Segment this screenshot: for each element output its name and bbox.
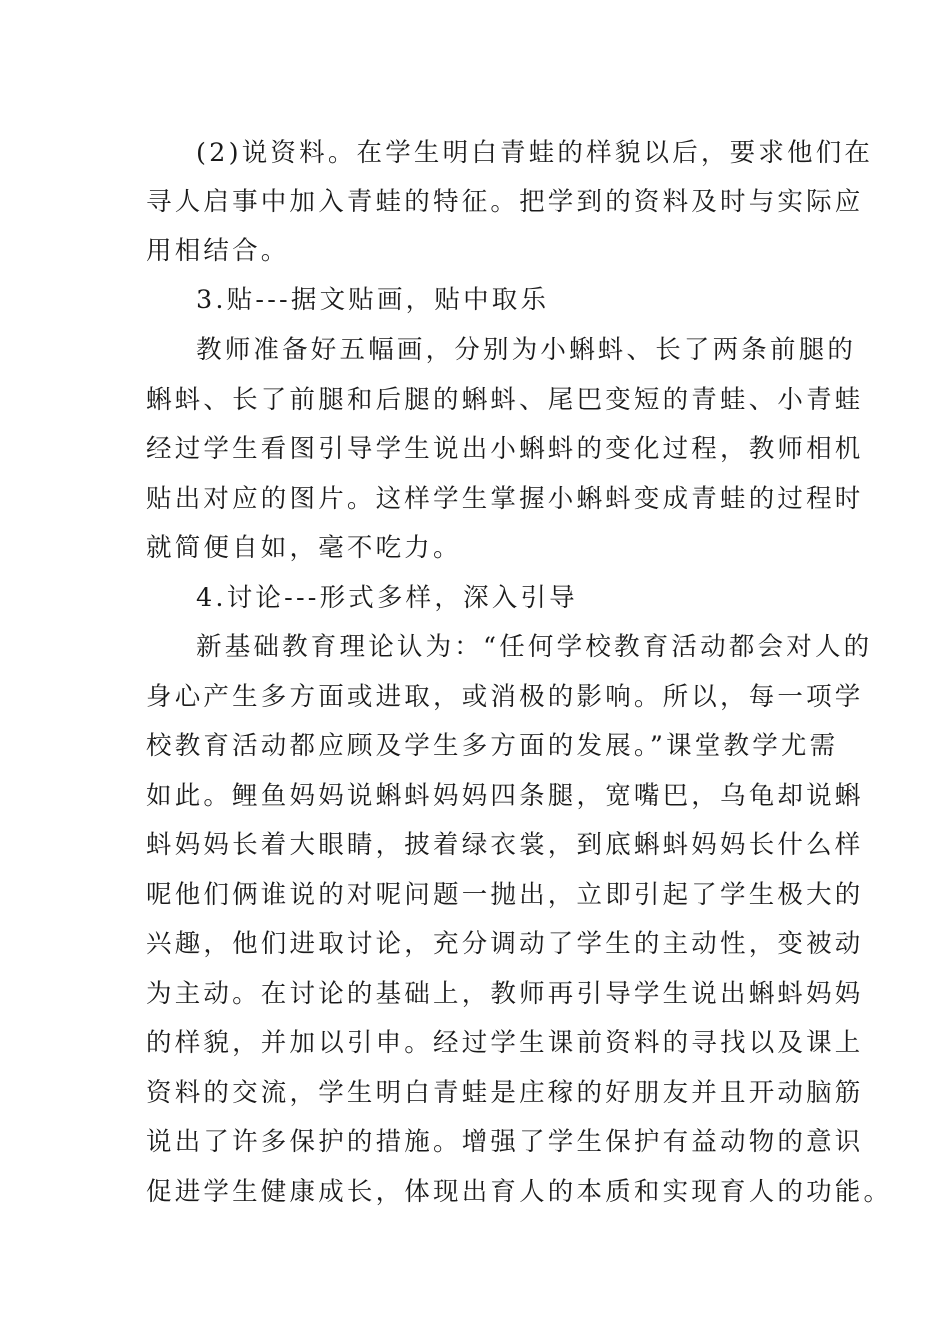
- text-line: 教师准备好五幅画，分别为小蝌蚪、长了两条前腿的: [196, 335, 857, 365]
- text-line: 促进学生健康成长，体现出育人的本质和实现育人的功能。: [146, 1177, 893, 1207]
- text-line: 为主动。在讨论的基础上，教师再引导学生说出蝌蚪妈妈: [146, 979, 864, 1009]
- text-line: 资料的交流，学生明白青蛙是庄稼的好朋友并且开动脑筋: [146, 1078, 864, 1108]
- text-line: 身心产生多方面或进取，或消极的影响。所以，每一项学: [146, 682, 864, 712]
- text-line: 新基础教育理论认为：“任何学校教育活动都会对人的: [196, 632, 873, 662]
- text-line: 说出了许多保护的措施。增强了学生保护有益动物的意识: [146, 1127, 864, 1157]
- section-heading: 4.讨论---形式多样，深入引导: [196, 583, 578, 613]
- text-line: 的样貌，并加以引申。经过学生课前资料的寻找以及课上: [146, 1028, 864, 1058]
- text-line: 如此。鲤鱼妈妈说蝌蚪妈妈四条腿，宽嘴巴，乌龟却说蝌: [146, 781, 864, 811]
- section-heading: 3.贴---据文贴画，贴中取乐: [196, 285, 550, 315]
- text-line: 兴趣，他们进取讨论，充分调动了学生的主动性，变被动: [146, 929, 864, 959]
- text-line: (2)说资料。在学生明白青蛙的样貌以后，要求他们在: [196, 138, 874, 168]
- text-line: 经过学生看图引导学生说出小蝌蚪的变化过程，教师相机: [146, 434, 864, 464]
- text-line: 用相结合。: [146, 236, 290, 266]
- text-line: 贴出对应的图片。这样学生掌握小蝌蚪变成青蛙的过程时: [146, 484, 864, 514]
- text-line: 呢他们俩谁说的对呢问题一抛出，立即引起了学生极大的: [146, 880, 864, 910]
- text-line: 寻人启事中加入青蛙的特征。把学到的资料及时与实际应: [146, 187, 864, 217]
- text-line: 就简便自如，毫不吃力。: [146, 533, 462, 563]
- text-line: 蚪妈妈长着大眼睛，披着绿衣裳，到底蝌蚪妈妈长什么样: [146, 830, 864, 860]
- text-line: 校教育活动都应顾及学生多方面的发展。”课堂教学尤需: [146, 731, 839, 761]
- text-line: 蝌蚪、长了前腿和后腿的蝌蚪、尾巴变短的青蛙、小青蛙: [146, 385, 864, 415]
